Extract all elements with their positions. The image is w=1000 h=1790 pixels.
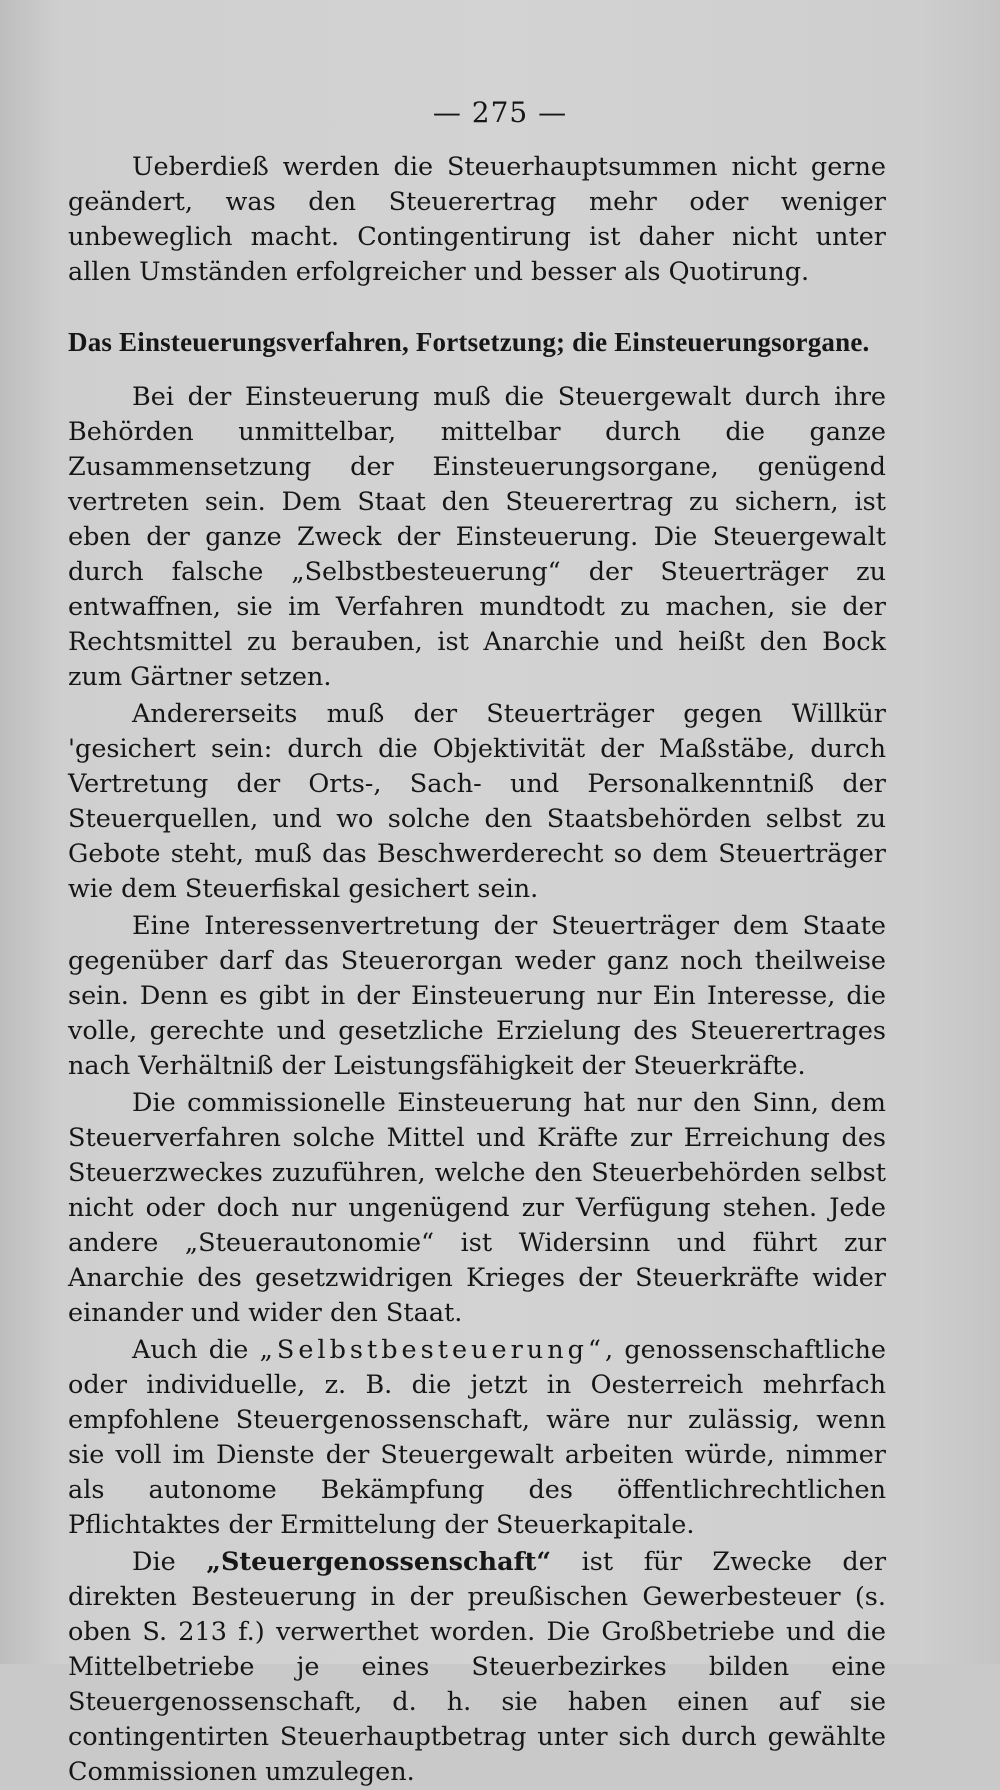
- paragraph-6-prefix: Auch die: [132, 1335, 260, 1365]
- text-column: [68, 150, 886, 1790]
- paragraph-6-spaced-term: „Selbstbesteuerung“: [259, 1335, 605, 1365]
- paragraph-7-rest: ist für Zwecke der direkten Besteuerung in der preußischen Gewerbesteuer (s. oben S. 213 f.) verwerthet worden. Die Großbetriebe und die Mittelbetriebe je eines Steuerbezirkes bilden eine Steuergenossenschaft, d. h. sie haben einen auf sie contingentirten Steuerhauptbetrag unter sich durch gewählte Commissionen umzulegen.: [68, 1547, 887, 1787]
- paragraph-2: Bei der Einsteuerung muß die Steuergewalt durch ihre Behörden unmittelbar, mittelbar durch die ganze Zusammensetzung der Einsteuerungsorgane, genügend vertreten sein. Dem Staat den Steuerertrag zu sichern, ist eben der ganze Zweck der Einsteuerung. Die Steuergewalt durch falsche „Selbstbesteuerung“ der Steuerträger zu entwaffnen, sie im Verfahren mundtodt zu machen, sie der Rechtsmittel zu berauben, ist Anarchie und heißt den Bock zum Gärtner setzen.: [68, 382, 886, 692]
- paragraph-7-prefix: Die: [132, 1547, 207, 1577]
- paragraph-5: Die commissionelle Einsteuerung hat nur den Sinn, dem Steuerverfahren solche Mittel und Kräfte zur Erreichung des Steuerzweckes zuzuführen, welche den Steuerbehörden selbst nicht oder doch nur ungenügend zur Verfügung stehen. Jede andere „Steuerautonomie“ ist Widersinn und führt zur Anarchie des gesetzwidrigen Krieges der Steuerkräfte wider einander und wider den Staat.: [68, 1088, 886, 1328]
- paragraph-7-bold-term: „Steuergenossenschaft“: [206, 1547, 552, 1577]
- paragraph-1: Ueberdieß werden die Steuerhauptsummen nicht gerne geändert, was den Steuerertrag mehr oder weniger unbeweglich macht. Contingentirung ist daher nicht unter allen Umständen erfolgreicher und besser als Quotirung.: [68, 152, 886, 287]
- paragraph-4: Eine Interessenvertretung der Steuerträger dem Staate gegenüber darf das Steuerorgan weder ganz noch theilweise sein. Denn es gibt in der Einsteuerung nur Ein Interesse, die volle, gerechte und gesetzliche Erzielung des Steuerertrages nach Verhältniß der Leistungsfähigkeit der Steuerkräfte.: [68, 911, 886, 1081]
- paragraph-6: [68, 1333, 886, 1543]
- section-heading: Das Einsteuerungsverfahren, Fortsetzung; die Einsteuerungsorgane.: [68, 327, 870, 357]
- paragraph-7: [68, 1545, 886, 1790]
- paragraph-6-rest: , genossenschaftliche oder individuelle, z. B. die jetzt in Oesterreich mehrfach empfohlene Steuergenossenschaft, wäre nur zulässig, wenn sie voll im Dienste der Steuergewalt arbeiten würde, nimmer als autonome Bekämpfung des öffentlichrechtlichen Pflichtaktes der Ermittelung der Steuerkapitale.: [68, 1335, 887, 1540]
- paragraph-3: Andererseits muß der Steuerträger gegen Willkür 'gesichert sein: durch die Objektivität der Maßstäbe, durch Vertretung der Orts-, Sach- und Personalkenntniß der Steuerquellen, und wo solche den Staatsbehörden selbst zu Gebote steht, muß das Beschwerderecht so dem Steuerträger wie dem Steuerfiskal gesichert sein.: [68, 699, 886, 904]
- page-number: — 275 —: [432, 96, 568, 129]
